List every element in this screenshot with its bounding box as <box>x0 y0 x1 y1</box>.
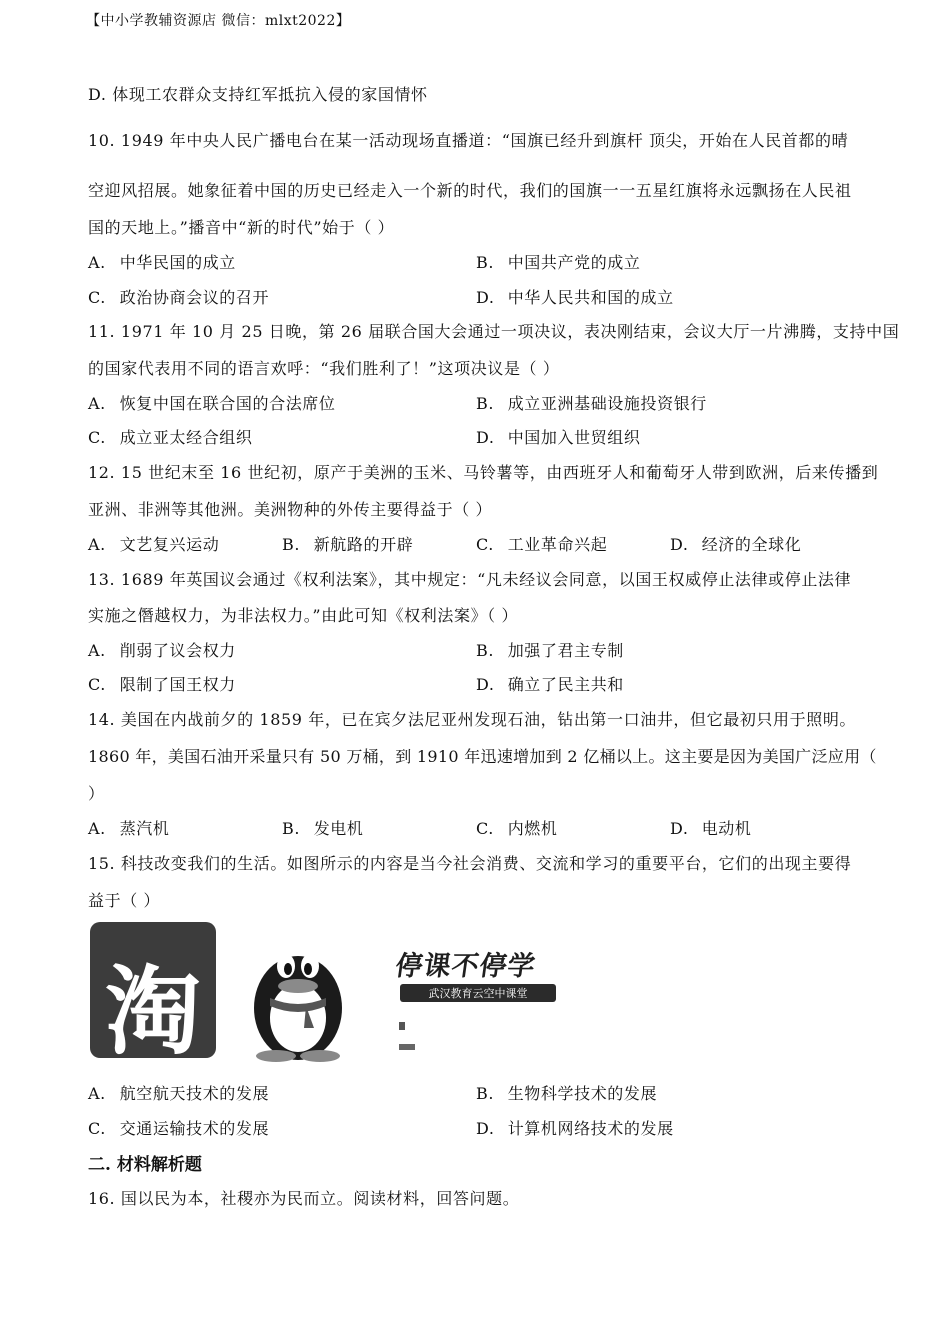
page-header: 【中小学教辅资源店 微信：mlxt2022】 <box>86 13 351 29</box>
q13-stem-line2: 实施之僭越权力，为非法权力。”由此可知《权利法案》（ ） <box>88 606 519 625</box>
tingke-subtitle: 武汉教育云空中课堂 <box>428 987 528 1000</box>
q15-stem-line1: 15. 科技改变我们的生活。如图所示的内容是当今社会消费、交流和学习的重要平台，它们的出现主要得 <box>88 854 852 873</box>
q12-stem-line1: 12. 15 世纪末至 16 世纪初，原产于美洲的玉米、马铃薯等，由西班牙人和葡萄牙人带到欧洲，后来传播到 <box>88 463 879 482</box>
q10-option-b: B. 中国共产党的成立 <box>476 253 641 272</box>
q10-option-c: C. 政治协商会议的召开 <box>88 288 270 307</box>
q11-option-b: B. 成立亚洲基础设施投资银行 <box>476 394 707 413</box>
q11-option-a: A. 恢复中国在联合国的合法席位 <box>88 394 336 413</box>
q14-stem-line3: ） <box>88 784 105 803</box>
q14-option-d: D. 电动机 <box>670 819 752 838</box>
q12-option-b: B. 新航路的开辟 <box>282 535 414 554</box>
q9-option-d: D. 体现工农群众支持红军抵抗入侵的家国情怀 <box>88 85 428 104</box>
q14-option-a: A. 蒸汽机 <box>88 819 170 838</box>
q14-option-c: C. 内燃机 <box>476 819 558 838</box>
tingke-logo <box>393 944 561 1064</box>
q10-stem-line3: 国的天地上。”播音中“新的时代”始于（ ） <box>88 218 395 237</box>
q11-stem-line1: 11. 1971 年 10 月 25 日晚，第 26 届联合国大会通过一项决议，表决刚结束，会议大厅一片沸腾，支持中国 <box>88 322 900 341</box>
q16-stem-line1: 16. 国以民为本，社稷亦为民而立。阅读材料，回答问题。 <box>88 1189 520 1208</box>
q12-option-d: D. 经济的全球化 <box>670 535 802 554</box>
q15-logo-images <box>88 918 568 1068</box>
tingke-title: 停课不停学 <box>393 951 538 982</box>
q13-option-c: C. 限制了国王权力 <box>88 675 236 694</box>
q10-option-a: A. 中华民国的成立 <box>88 253 236 272</box>
q12-option-a: A. 文艺复兴运动 <box>88 535 220 554</box>
q15-option-a: A. 航空航天技术的发展 <box>88 1084 270 1103</box>
q13-option-d: D. 确立了民主共和 <box>476 675 624 694</box>
q14-stem-line2: 1860 年，美国石油开采量只有 50 万桶，到 1910 年迅速增加到 2 亿桶以上。这主要是因为美国广泛应用（ <box>88 747 877 766</box>
taobao-logo-char: 淘 <box>105 956 201 1068</box>
penguin-icon <box>248 928 348 1063</box>
q15-option-d: D. 计算机网络技术的发展 <box>476 1119 674 1138</box>
q12-stem-line2: 亚洲、非洲等其他洲。美洲物种的外传主要得益于（ ） <box>88 500 493 519</box>
q15-option-b: B. 生物科学技术的发展 <box>476 1084 658 1103</box>
q12-option-c: C. 工业革命兴起 <box>476 535 608 554</box>
q14-stem-line1: 14. 美国在内战前夕的 1859 年，已在宾夕法尼亚州发现石油，钻出第一口油井，但它最初只用于照明。 <box>88 710 857 729</box>
section-title: 二. 材料解析题 <box>88 1155 202 1175</box>
q11-option-d: D. 中国加入世贸组织 <box>476 428 641 447</box>
q11-option-c: C. 成立亚太经合组织 <box>88 428 253 447</box>
q11-stem-line2: 的国家代表用不同的语言欢呼：“我们胜利了！”这项决议是（ ） <box>88 359 560 378</box>
q15-stem-line2: 益于（ ） <box>88 891 161 910</box>
q14-option-b: B. 发电机 <box>282 819 364 838</box>
tingke-mark <box>399 1022 405 1030</box>
q10-option-d: D. 中华人民共和国的成立 <box>476 288 674 307</box>
q13-option-b: B. 加强了君主专制 <box>476 641 624 660</box>
q10-stem-line2: 空迎风招展。她象征着中国的历史已经走入一个新的时代，我们的国旗一一五星红旗将永远飘扬在人民祖 <box>88 181 852 200</box>
q13-stem-line1: 13. 1689 年英国议会通过《权利法案》，其中规定：“凡未经议会同意，以国王权威停止法律或停止法律 <box>88 570 852 589</box>
q15-option-c: C. 交通运输技术的发展 <box>88 1119 270 1138</box>
q13-option-a: A. 削弱了议会权力 <box>88 641 236 660</box>
tingke-subtitle-bar <box>400 984 556 1002</box>
tingke-mark <box>399 1044 415 1050</box>
q10-stem-line1: 10. 1949 年中央人民广播电台在某一活动现场直播道：“国旗已经升到旗杆 顶尖，开始在人民首都的晴 <box>88 131 849 150</box>
taobao-logo <box>90 922 216 1068</box>
